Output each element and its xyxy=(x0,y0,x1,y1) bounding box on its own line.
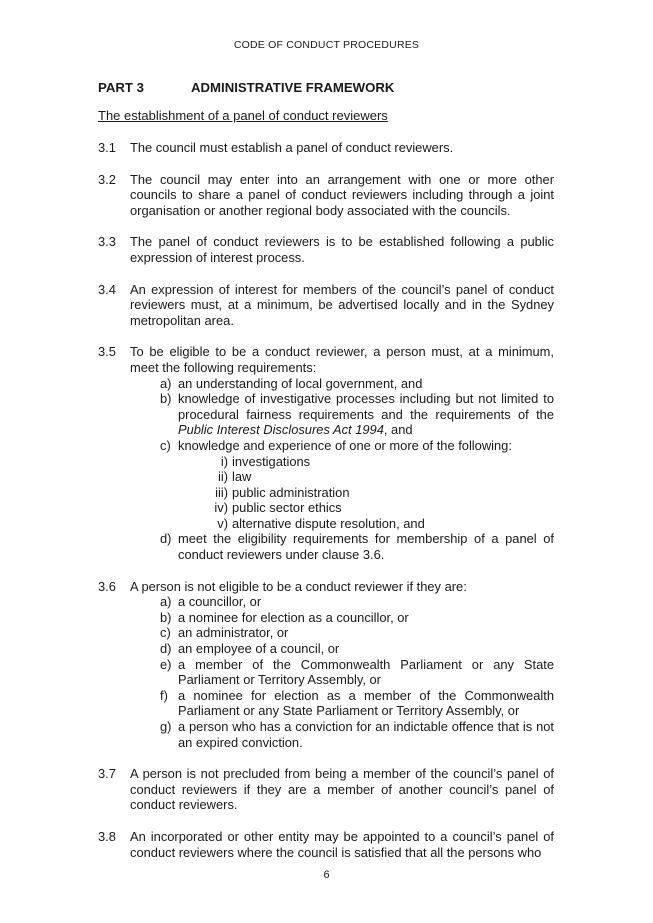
clause-3-8 xyxy=(98,829,554,860)
part-title: ADMINISTRATIVE FRAMEWORK xyxy=(191,80,395,95)
requirement-list xyxy=(130,376,554,563)
list-item-label: a) xyxy=(160,594,172,610)
clause-text: An expression of interest for members of the council’s panel of conduct reviewers must, at a minimum, be advertised locally and in the Sydney metropolitan area. xyxy=(130,281,554,328)
roman-item-label: i) xyxy=(220,453,228,469)
clause-3-7 xyxy=(98,766,554,813)
list-item xyxy=(130,641,554,657)
roman-item-label: v) xyxy=(217,515,228,531)
list-item xyxy=(130,688,554,719)
list-item-label: e) xyxy=(160,656,172,672)
page-header: CODE OF CONDUCT PROCEDURES xyxy=(233,39,420,51)
clause-3-6 xyxy=(98,579,554,751)
list-item xyxy=(130,625,554,641)
list-item-text: meet the eligibility requirements for membership of a panel of conduct reviewers under clause 3.6. xyxy=(178,531,554,563)
list-item-label: a) xyxy=(160,375,172,391)
list-item xyxy=(130,657,554,688)
clause-text: A person is not eligible to be a conduct reviewer if they are: xyxy=(130,578,467,594)
page-number: 6 xyxy=(323,869,330,881)
list-item-label: b) xyxy=(160,391,172,407)
roman-list-item xyxy=(130,485,554,501)
list-item-label: c) xyxy=(160,437,171,453)
list-item-text: a member of the Commonwealth Parliament or any State Parliament or Territory Assembly, or xyxy=(178,656,554,688)
list-item-text: an employee of a council, or xyxy=(178,641,340,657)
section-title: The establishment of a panel of conduct reviewers xyxy=(98,108,388,123)
list-item-label: f) xyxy=(160,687,168,703)
roman-item-text: alternative dispute resolution, and xyxy=(232,515,425,531)
part-label: PART 3 xyxy=(98,80,144,95)
clause-text: A person is not precluded from being a member of the council’s panel of conduct reviewers if they are a member of another council’s panel of conduct reviewers. xyxy=(130,766,554,813)
clause-list xyxy=(98,140,554,876)
clause-text: To be eligible to be a conduct reviewer, a person must, at a minimum, meet the following requirements: xyxy=(130,344,554,375)
roman-list-item xyxy=(130,500,554,516)
list-item-text: a councillor, or xyxy=(178,594,262,610)
clause-number: 3.5 xyxy=(98,344,116,360)
list-item xyxy=(130,719,554,750)
roman-item-text: public sector ethics xyxy=(232,500,342,516)
clause-text: The panel of conduct reviewers is to be established following a public expression of interest process. xyxy=(130,234,554,265)
clause-number: 3.8 xyxy=(98,828,116,844)
clause-text: An incorporated or other entity may be appointed to a council’s panel of conduct reviewers where the council is satisfied that all the persons who xyxy=(130,828,554,860)
roman-item-label: ii) xyxy=(217,469,228,485)
clause-number: 3.1 xyxy=(98,140,116,155)
list-item xyxy=(130,531,554,562)
list-item xyxy=(130,391,554,438)
roman-item-text: investigations xyxy=(232,453,311,469)
clause-text: The council must establish a panel of conduct reviewers. xyxy=(130,140,454,155)
ineligibility-list xyxy=(130,594,554,750)
clause-3-3 xyxy=(98,234,554,265)
list-item xyxy=(130,438,554,454)
clause-number: 3.4 xyxy=(98,281,116,297)
roman-list-item xyxy=(130,516,554,532)
clause-number: 3.2 xyxy=(98,171,116,187)
list-item-label: c) xyxy=(160,625,171,641)
list-item-text: an administrator, or xyxy=(178,625,289,641)
list-item-label: b) xyxy=(160,609,172,625)
list-item-text: knowledge and experience of one or more of the following: xyxy=(178,437,512,453)
clause-3-4 xyxy=(98,282,554,329)
roman-item-text: public administration xyxy=(232,484,350,500)
list-item xyxy=(130,610,554,626)
list-item-label: d) xyxy=(160,531,172,547)
list-item-text: an understanding of local government, and xyxy=(178,375,423,391)
roman-list-item xyxy=(130,454,554,470)
list-item-label: d) xyxy=(160,641,172,657)
list-item-tail: , and xyxy=(383,422,413,438)
clause-3-2 xyxy=(98,172,554,219)
clause-number: 3.6 xyxy=(98,578,116,594)
list-item-text: knowledge of investigative processes including but not limited to procedural fairness requirements and the requirements of the xyxy=(178,391,554,422)
clause-number: 3.7 xyxy=(98,766,116,782)
list-item-text: a person who has a conviction for an indictable offence that is not an expired conviction. xyxy=(178,719,554,750)
clause-number: 3.3 xyxy=(98,234,116,250)
list-item-text: a nominee for election as a councillor, or xyxy=(178,609,409,625)
list-item-text: a nominee for election as a member of the Commonwealth Parliament or any State Parliament or Territory Assembly, or xyxy=(178,687,554,719)
clause-text: The council may enter into an arrangement with one or more other councils to share a panel of conduct reviewers including through a joint organisation or another regional body associated with the councils. xyxy=(130,171,554,218)
part-heading xyxy=(98,80,395,95)
list-item xyxy=(130,594,554,610)
roman-item-text: law xyxy=(232,469,252,485)
list-item xyxy=(130,376,554,392)
roman-item-label: iv) xyxy=(214,500,228,516)
roman-list-item xyxy=(130,469,554,485)
clause-3-5 xyxy=(98,344,554,562)
clause-3-1 xyxy=(98,140,554,156)
roman-item-label: iii) xyxy=(215,484,228,500)
act-title: Public Interest Disclosures Act 1994 xyxy=(178,422,384,438)
list-item-label: g) xyxy=(160,719,172,734)
